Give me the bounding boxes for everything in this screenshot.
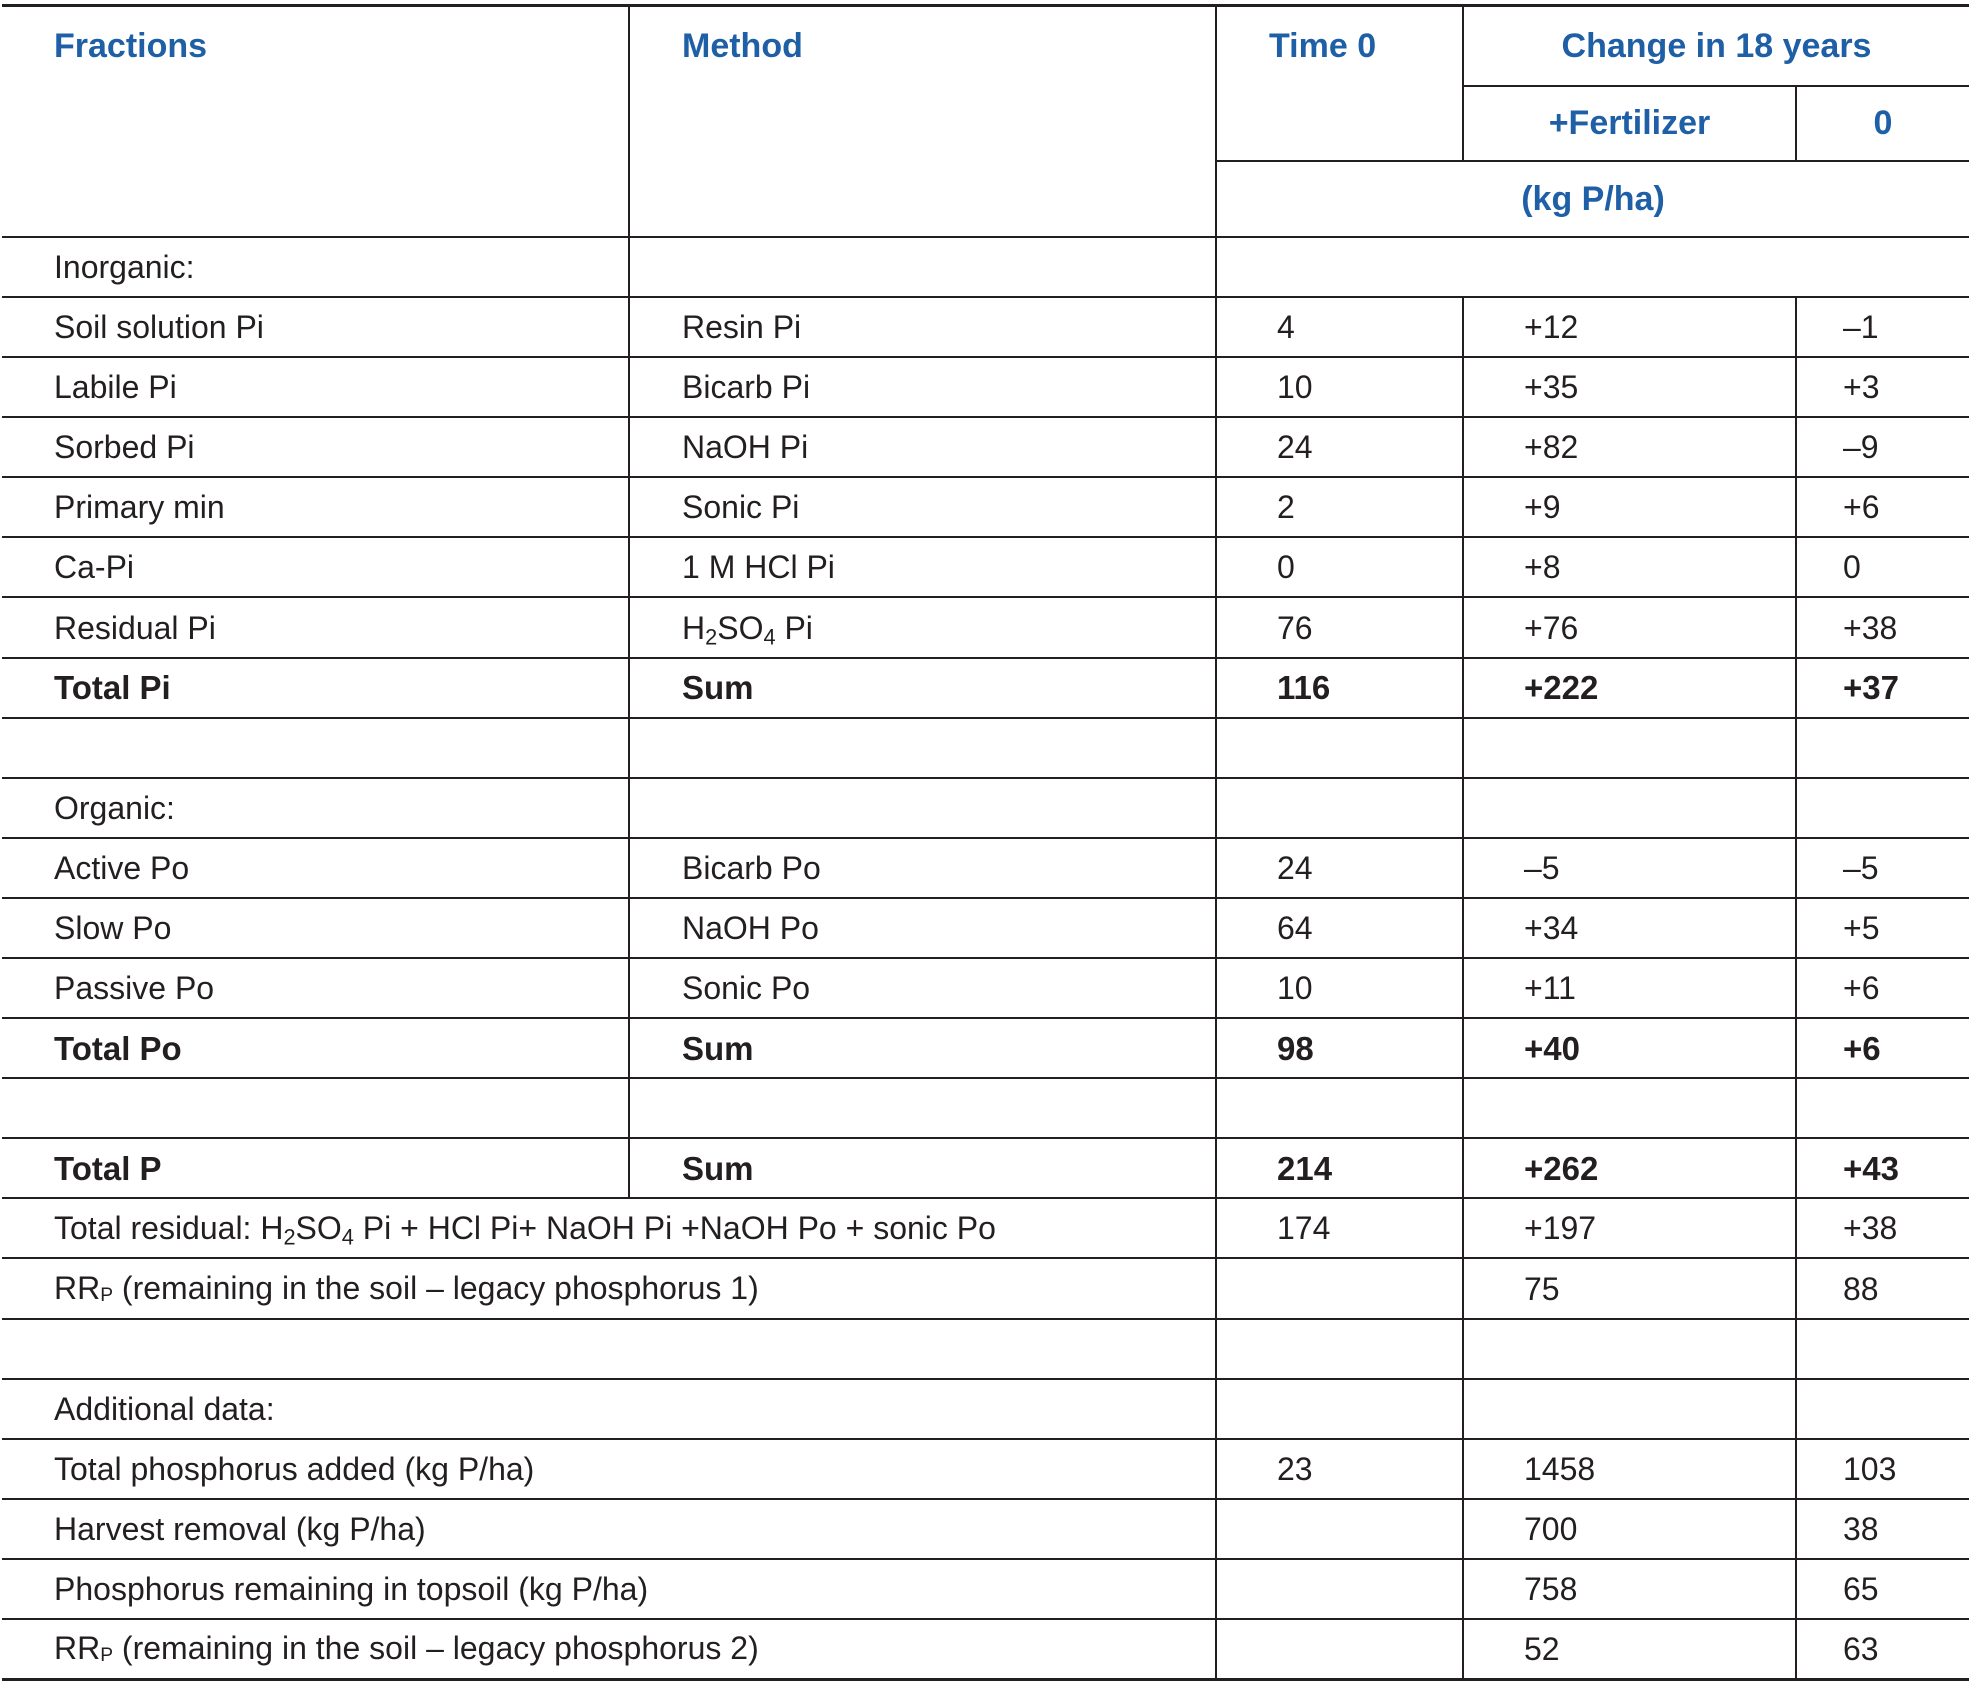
fraction-cell: Slow Po <box>2 898 629 958</box>
zero-cell: +38 <box>1796 597 1969 657</box>
zero-cell: 65 <box>1796 1559 1969 1619</box>
table-row <box>2 1559 1969 1619</box>
zero-cell: 63 <box>1796 1619 1969 1679</box>
table-row <box>2 357 1969 417</box>
table-row <box>2 417 1969 477</box>
time0-cell: 24 <box>1216 417 1463 477</box>
total-p-row <box>2 1138 1969 1198</box>
method-cell: Sum <box>629 1018 1216 1078</box>
empty-cell <box>2 718 629 778</box>
time0-cell: 214 <box>1216 1138 1463 1198</box>
empty-cell <box>1796 718 1969 778</box>
additional-label: Total phosphorus added (kg P/ha) <box>2 1439 1216 1499</box>
section-row-additional <box>2 1379 1969 1439</box>
time0-cell: 98 <box>1216 1018 1463 1078</box>
fraction-cell: Primary min <box>2 477 629 537</box>
empty-cell <box>1463 718 1796 778</box>
method-cell: Bicarb Po <box>629 838 1216 898</box>
zero-cell: –5 <box>1796 838 1969 898</box>
fraction-cell: Residual Pi <box>2 597 629 657</box>
table-row <box>2 1439 1969 1499</box>
rrp1-label: RRP (remaining in the soil – legacy phosphorus 1) <box>2 1258 1216 1318</box>
method-cell: Sonic Pi <box>629 477 1216 537</box>
empty-cell <box>629 1078 1216 1138</box>
zero-cell: +38 <box>1796 1198 1969 1258</box>
fertilizer-cell: +262 <box>1463 1138 1796 1198</box>
fraction-cell: Sorbed Pi <box>2 417 629 477</box>
zero-cell: 88 <box>1796 1258 1969 1318</box>
fertilizer-cell: +9 <box>1463 477 1796 537</box>
fertilizer-cell: +8 <box>1463 537 1796 597</box>
header-units: (kg P/ha) <box>1216 161 1969 237</box>
method-cell: 1 M HCl Pi <box>629 537 1216 597</box>
zero-cell: +6 <box>1796 1018 1969 1078</box>
empty-cell <box>1216 778 1463 838</box>
method-cell: NaOH Pi <box>629 417 1216 477</box>
rrp2-row <box>2 1619 1969 1679</box>
time0-cell: 4 <box>1216 297 1463 357</box>
total-residual-label: Total residual: $H_2SO_4$ Pi + HCl Pi+ NaOH Pi +NaOH Po + sonic Po <box>2 1198 1216 1258</box>
table-row <box>2 1499 1969 1559</box>
header-change: Change in 18 years <box>1463 6 1969 86</box>
method-cell: Bicarb Pi <box>629 357 1216 417</box>
fertilizer-cell: +34 <box>1463 898 1796 958</box>
time0-cell: 10 <box>1216 357 1463 417</box>
empty-row <box>2 1319 1969 1379</box>
time0-cell <box>1216 1559 1463 1619</box>
fertilizer-cell: 75 <box>1463 1258 1796 1318</box>
header-fertilizer: +Fertilizer <box>1463 86 1796 161</box>
empty-row <box>2 718 1969 778</box>
fraction-cell: Total Po <box>2 1018 629 1078</box>
zero-cell: +3 <box>1796 357 1969 417</box>
section-row-inorganic <box>2 237 1969 297</box>
total-pi-row <box>2 658 1969 718</box>
time0-cell: 0 <box>1216 537 1463 597</box>
table-row <box>2 898 1969 958</box>
rrp1-row <box>2 1258 1969 1318</box>
section-label-inorganic: Inorganic: <box>2 237 629 297</box>
time0-cell: 174 <box>1216 1198 1463 1258</box>
phosphorus-fractions-table <box>2 4 1969 1681</box>
time0-cell: 116 <box>1216 658 1463 718</box>
zero-cell: 103 <box>1796 1439 1969 1499</box>
fraction-cell: Passive Po <box>2 958 629 1018</box>
empty-cell <box>1796 1379 1969 1439</box>
total-residual-row <box>2 1198 1969 1258</box>
zero-cell: +6 <box>1796 477 1969 537</box>
time0-cell: 23 <box>1216 1439 1463 1499</box>
method-cell: $H_2SO_4$ Pi <box>629 597 1216 657</box>
time0-cell: 76 <box>1216 597 1463 657</box>
zero-cell: +37 <box>1796 658 1969 718</box>
time0-cell: 2 <box>1216 477 1463 537</box>
empty-cell <box>1796 1319 1969 1379</box>
fraction-cell: Ca-Pi <box>2 537 629 597</box>
header-zero: 0 <box>1796 86 1969 161</box>
empty-cell <box>1216 1379 1463 1439</box>
fertilizer-cell: +222 <box>1463 658 1796 718</box>
header-row-1 <box>2 6 1969 86</box>
total-po-row <box>2 1018 1969 1078</box>
time0-cell <box>1216 1499 1463 1559</box>
header-method: Method <box>629 6 1216 237</box>
empty-cell <box>1463 1379 1796 1439</box>
fraction-cell: Total P <box>2 1138 629 1198</box>
fertilizer-cell: +82 <box>1463 417 1796 477</box>
section-label-organic: Organic: <box>2 778 629 838</box>
table-row <box>2 477 1969 537</box>
zero-cell: –9 <box>1796 417 1969 477</box>
additional-label: Harvest removal (kg P/ha) <box>2 1499 1216 1559</box>
table-row <box>2 958 1969 1018</box>
fertilizer-cell: 700 <box>1463 1499 1796 1559</box>
time0-cell: 24 <box>1216 838 1463 898</box>
table-row <box>2 597 1969 657</box>
fertilizer-cell: +40 <box>1463 1018 1796 1078</box>
table-row <box>2 297 1969 357</box>
empty-cell <box>1796 1078 1969 1138</box>
table-row <box>2 537 1969 597</box>
fraction-cell: Soil solution Pi <box>2 297 629 357</box>
header-fractions: Fractions <box>2 6 629 237</box>
fertilizer-cell: 52 <box>1463 1619 1796 1679</box>
zero-cell: +43 <box>1796 1138 1969 1198</box>
zero-cell: 0 <box>1796 537 1969 597</box>
empty-cell <box>1216 1319 1463 1379</box>
empty-cell <box>2 1319 1216 1379</box>
empty-cell <box>1216 1619 1463 1679</box>
empty-cell <box>629 778 1216 838</box>
fertilizer-cell: +197 <box>1463 1198 1796 1258</box>
method-cell: Sonic Po <box>629 958 1216 1018</box>
header-time0: Time 0 <box>1216 6 1463 161</box>
fertilizer-cell: 758 <box>1463 1559 1796 1619</box>
method-cell: NaOH Po <box>629 898 1216 958</box>
method-cell: Sum <box>629 658 1216 718</box>
fraction-cell: Active Po <box>2 838 629 898</box>
rrp2-label: RRP (remaining in the soil – legacy phosphorus 2) <box>2 1619 1216 1679</box>
empty-cell <box>629 237 1216 297</box>
section-row-organic <box>2 778 1969 838</box>
fraction-cell: Labile Pi <box>2 357 629 417</box>
empty-cell <box>1463 1078 1796 1138</box>
empty-row <box>2 1078 1969 1138</box>
fertilizer-cell: +76 <box>1463 597 1796 657</box>
fertilizer-cell: –5 <box>1463 838 1796 898</box>
fraction-cell: Total Pi <box>2 658 629 718</box>
fertilizer-cell: +35 <box>1463 357 1796 417</box>
time0-cell: 64 <box>1216 898 1463 958</box>
time0-cell: 10 <box>1216 958 1463 1018</box>
zero-cell: –1 <box>1796 297 1969 357</box>
section-label-additional: Additional data: <box>2 1379 1216 1439</box>
empty-cell <box>1463 1319 1796 1379</box>
table-row <box>2 838 1969 898</box>
empty-cell <box>1216 718 1463 778</box>
fertilizer-cell: +12 <box>1463 297 1796 357</box>
additional-label: Phosphorus remaining in topsoil (kg P/ha) <box>2 1559 1216 1619</box>
empty-cell <box>1216 1078 1463 1138</box>
method-cell: Sum <box>629 1138 1216 1198</box>
method-cell: Resin Pi <box>629 297 1216 357</box>
empty-cell <box>1796 778 1969 838</box>
empty-cell <box>2 1078 629 1138</box>
zero-cell: +5 <box>1796 898 1969 958</box>
empty-cell <box>1216 1258 1463 1318</box>
empty-cell <box>1216 237 1969 297</box>
empty-cell <box>629 718 1216 778</box>
fertilizer-cell: +11 <box>1463 958 1796 1018</box>
empty-cell <box>1463 778 1796 838</box>
zero-cell: +6 <box>1796 958 1969 1018</box>
zero-cell: 38 <box>1796 1499 1969 1559</box>
fertilizer-cell: 1458 <box>1463 1439 1796 1499</box>
